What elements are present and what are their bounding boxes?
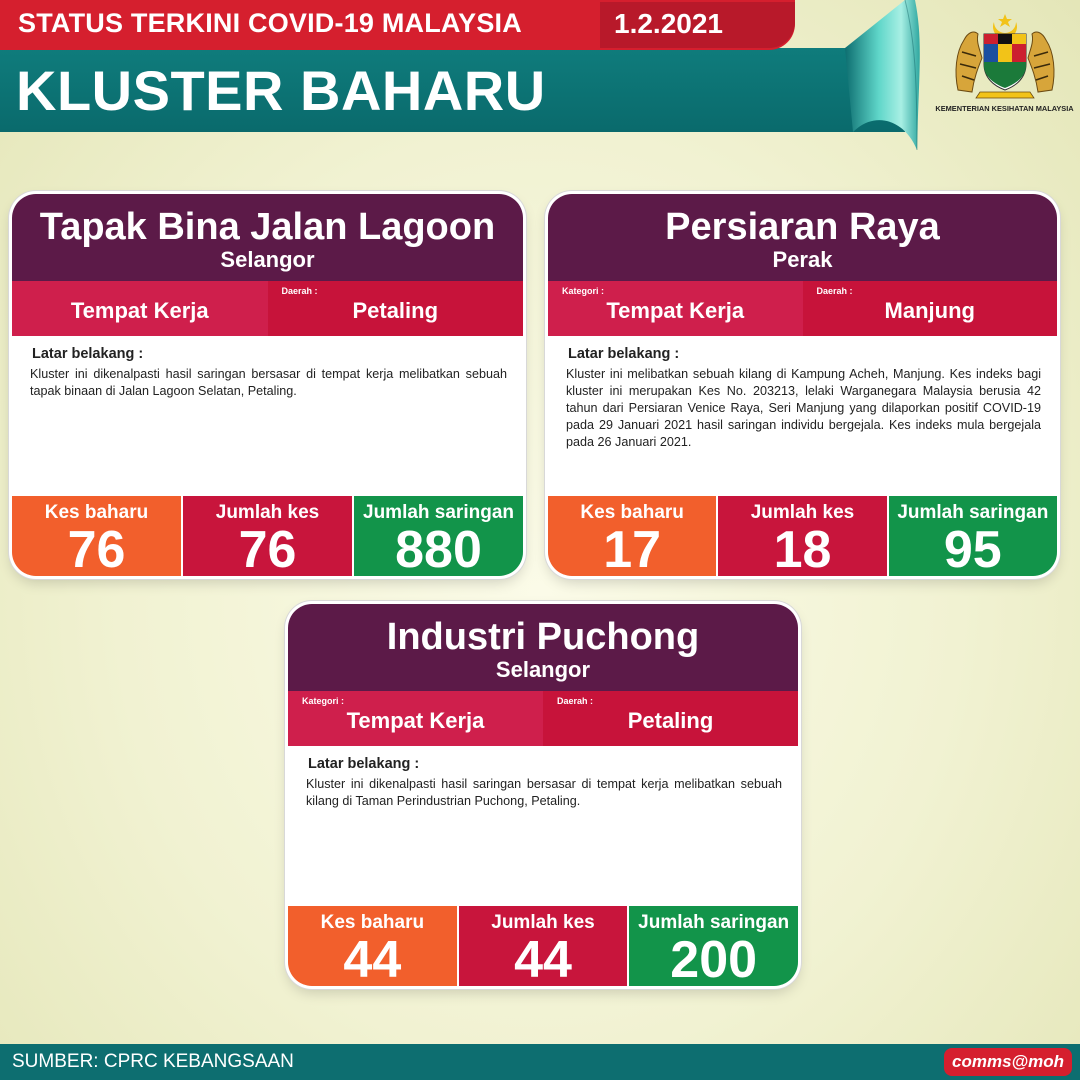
stat-label: Jumlah kes xyxy=(750,502,855,523)
background-label: Latar belakang : xyxy=(308,756,420,772)
stat-jumlah-saringan xyxy=(889,496,1057,576)
stat-value: 44 xyxy=(343,931,402,986)
stat-label: Kes baharu xyxy=(580,502,684,523)
comms-brand-badge: comms@moh xyxy=(944,1048,1072,1076)
header xyxy=(0,0,1080,140)
cluster-info-row xyxy=(548,281,1057,336)
background-text: Kluster ini melibatkan sebuah kilang di Kampung Acheh, Manjung. Kes indeks bagi kluster ini merupakan Kes No. 203213, lelaki Warganegara Malaysia berusia 42 tahun dari Persiaran Venice Raya, Seri Manjung yang dilaporkan positif COVID-19 pada 29 Januari 2021 hasil saringan individu bergejala. Kes indeks mula bergejala pada 26 Januari 2021. xyxy=(566,367,1041,449)
stats-row xyxy=(548,496,1057,576)
kategori-cell xyxy=(12,281,268,336)
stat-kes-baharu xyxy=(548,496,716,576)
stat-jumlah-saringan xyxy=(629,906,798,986)
stat-label: Jumlah kes xyxy=(215,502,320,523)
stat-jumlah-kes xyxy=(181,496,354,576)
daerah-label: Daerah : xyxy=(816,286,853,296)
daerah-cell xyxy=(543,691,798,746)
kategori-cell xyxy=(288,691,543,746)
kategori-value: Tempat Kerja xyxy=(346,708,485,733)
stat-value: 76 xyxy=(67,521,126,576)
ministry-name: KEMENTERIAN KESIHATAN MALAYSIA xyxy=(935,104,1074,113)
stat-label: Jumlah saringan xyxy=(638,912,790,933)
stat-value: 95 xyxy=(943,521,1002,576)
cluster-info-row xyxy=(288,691,798,746)
stat-kes-baharu xyxy=(288,906,457,986)
background-label: Latar belakang : xyxy=(568,346,680,362)
daerah-value: Manjung xyxy=(884,298,975,323)
daerah-cell xyxy=(803,281,1058,336)
stat-kes-baharu xyxy=(12,496,181,576)
kategori-label: Kategori : xyxy=(562,286,605,296)
cluster-info-row xyxy=(12,281,523,336)
cluster-state: Selangor xyxy=(495,657,591,682)
daerah-label: Daerah : xyxy=(557,696,594,706)
cluster-card xyxy=(288,604,798,986)
stat-label: Jumlah kes xyxy=(491,912,595,933)
stat-jumlah-saringan xyxy=(354,496,523,576)
stat-label: Kes baharu xyxy=(320,912,425,933)
stat-label: Jumlah saringan xyxy=(897,502,1049,523)
kategori-value: Tempat Kerja xyxy=(606,298,745,323)
page-curl-icon xyxy=(845,0,925,160)
stat-value: 880 xyxy=(395,521,482,576)
cluster-state: Selangor xyxy=(220,247,315,272)
malaysia-crest-icon xyxy=(950,12,1060,102)
cluster-card xyxy=(12,194,523,576)
stat-label: Jumlah saringan xyxy=(363,502,514,523)
source-text: SUMBER: CPRC KEBANGSAAN xyxy=(12,1051,294,1072)
background-text: Kluster ini dikenalpasti hasil saringan bersasar di tempat kerja melibatkan sebuah kilang di Taman Perindustrian Puchong, Petaling. xyxy=(306,777,782,808)
cluster-header xyxy=(548,194,1057,281)
cluster-name: Persiaran Raya xyxy=(665,206,940,248)
background-section xyxy=(288,746,798,906)
background-section xyxy=(12,336,523,496)
stat-value: 17 xyxy=(603,521,662,576)
footer xyxy=(0,1044,1080,1080)
cluster-card xyxy=(548,194,1057,576)
status-title: STATUS TERKINI COVID-19 MALAYSIA xyxy=(18,8,522,38)
stat-value: 44 xyxy=(514,931,572,986)
daerah-label: Daerah : xyxy=(281,286,318,296)
cluster-state: Perak xyxy=(772,247,833,272)
background-label: Latar belakang : xyxy=(32,346,144,362)
stat-value: 200 xyxy=(670,931,758,986)
kategori-value: Tempat Kerja xyxy=(70,298,209,323)
kategori-cell xyxy=(548,281,803,336)
stats-row xyxy=(288,906,798,986)
cluster-header xyxy=(12,194,523,281)
stat-value: 76 xyxy=(238,521,297,576)
stat-value: 18 xyxy=(773,521,832,576)
daerah-value: Petaling xyxy=(352,298,439,323)
daerah-cell xyxy=(268,281,524,336)
cluster-name: Tapak Bina Jalan Lagoon xyxy=(39,206,496,248)
stat-label: Kes baharu xyxy=(44,502,149,523)
daerah-value: Petaling xyxy=(627,708,714,733)
report-date: 1.2.2021 xyxy=(614,8,723,39)
stat-jumlah-kes xyxy=(716,496,888,576)
cluster-name: Industri Puchong xyxy=(386,616,700,658)
page-title: KLUSTER BAHARU xyxy=(16,59,546,122)
stat-jumlah-kes xyxy=(457,906,630,986)
cluster-header xyxy=(288,604,798,691)
background-text: Kluster ini dikenalpasti hasil saringan bersasar di tempat kerja melibatkan sebuah tapak binaan di Jalan Lagoon Selatan, Petaling. xyxy=(30,367,507,398)
background-section xyxy=(548,336,1057,496)
stats-row xyxy=(12,496,523,576)
kategori-label: Kategori : xyxy=(302,696,345,706)
